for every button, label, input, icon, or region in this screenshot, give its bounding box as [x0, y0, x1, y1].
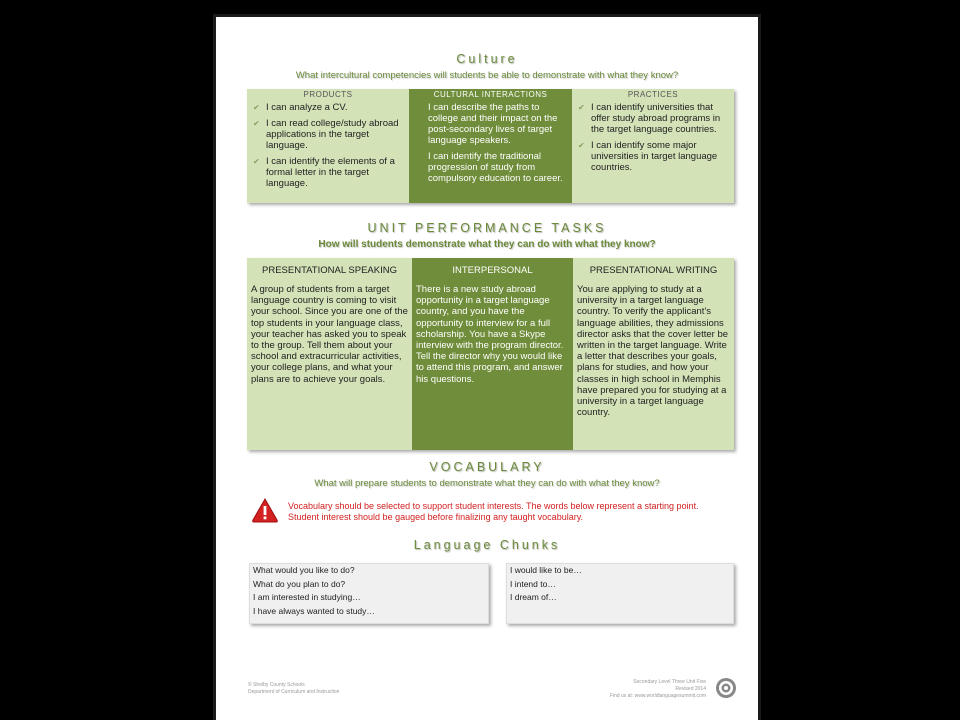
- presentational-writing-column: [573, 258, 734, 450]
- chunks-title: Language Chunks: [413, 538, 561, 552]
- check-icon: ✔: [578, 141, 585, 150]
- practices-column: [572, 89, 734, 203]
- presentational-speaking-column: [247, 258, 412, 450]
- check-icon: ✔: [253, 103, 260, 112]
- check-icon: ✔: [578, 103, 585, 112]
- vocabulary-question: What will prepare students to demonstrate what they can do with what they know?: [314, 478, 660, 489]
- products-heading: PRODUCTS: [303, 90, 353, 99]
- footer-right: Secondary Level Three Unit Five Revised 2014 Find us at: www.worldlanguagesummit.com: [609, 679, 706, 699]
- list-item: ✔ I can analyze a CV.: [253, 102, 348, 113]
- culture-table: [247, 89, 734, 203]
- tasks-question: How will students demonstrate what they can do with what they know?: [318, 239, 656, 250]
- interpersonal-column: [412, 258, 573, 450]
- tasks-title: UNIT PERFORMANCE TASKS: [367, 221, 607, 235]
- list-item: What do you plan to do?: [253, 578, 346, 589]
- chunks-right-box: [506, 563, 734, 624]
- interpersonal-heading: INTERPERSONAL: [452, 265, 533, 276]
- culture-title: Culture: [456, 52, 518, 66]
- list-item: ✔ I can read college/study abroad applications in the target language.: [253, 118, 399, 151]
- presentational-writing-body: You are applying to study at a university in a target language country. To verify the applicant's language abilities, they admissions director asks that the cover letter be written in the target language. Write a letter that describes your goals, plans for studies, and how your classes in high school in Memphis have prepared you for studying at a university in a target language country.: [577, 284, 729, 419]
- warning-triangle-icon: [251, 497, 279, 523]
- check-icon: ✔: [253, 119, 260, 128]
- presentational-speaking-body: A group of students from a target language country is coming to visit your school. Since you are one of the top students in your language class, your teacher has asked you to speak to the group. Tell them about your school and extracurricular activities, your college plans, and what your plans are to achieve your goals.: [251, 284, 408, 385]
- cultural-interactions-column: [409, 89, 572, 203]
- list-item: ✔ I can identify universities that offer study abroad programs in the target language countries.: [578, 102, 721, 135]
- list-item: I am interested in studying…: [253, 592, 361, 603]
- presentational-speaking-heading: PRESENTATIONAL SPEAKING: [262, 265, 397, 276]
- seal-icon: [715, 677, 737, 699]
- list-item: I dream of…: [510, 592, 557, 603]
- list-item: I can identify the traditional progression of study from compulsory education to career.: [428, 151, 563, 184]
- vocabulary-warning: Vocabulary should be selected to support student interests. The words below represent a starting point. Student interest should be gauged before finalizing any taught vocabulary.: [288, 501, 699, 522]
- check-icon: ✔: [253, 157, 260, 166]
- document-page: [213, 14, 761, 720]
- products-column: [247, 89, 409, 203]
- interpersonal-body: There is a new study abroad opportunity in a target language country, and you have the opportunity to interview for a full scholarship. You have a Skype interview with the program director. Tell the director why you would like to attend this program, and answer his questions.: [416, 284, 564, 385]
- list-item: I can describe the paths to college and their impact on the post-secondary lives of target language speakers.: [428, 102, 558, 146]
- footer-left: © Shelby County Schools Department of Curriculum and Instruction: [248, 682, 340, 695]
- list-item: I would like to be…: [510, 565, 582, 575]
- chunks-left-box: [249, 563, 489, 624]
- cultural-interactions-heading: CULTURAL INTERACTIONS: [433, 90, 548, 99]
- vocabulary-title: VOCABULARY: [429, 460, 545, 474]
- list-item: ✔ I can identify the elements of a formal letter in the target language.: [253, 156, 395, 189]
- list-item: ✔ I can identify some major universities in target language countries.: [578, 140, 718, 173]
- list-item: I have always wanted to study…: [253, 605, 375, 616]
- tasks-table: [247, 258, 734, 450]
- culture-question: What intercultural competencies will students be able to demonstrate with what they know?: [295, 70, 679, 81]
- practices-heading: PRACTICES: [627, 90, 679, 99]
- list-item: What would you like to do?: [253, 565, 355, 575]
- presentational-writing-heading: PRESENTATIONAL WRITING: [589, 265, 718, 276]
- list-item: I intend to…: [510, 578, 556, 589]
